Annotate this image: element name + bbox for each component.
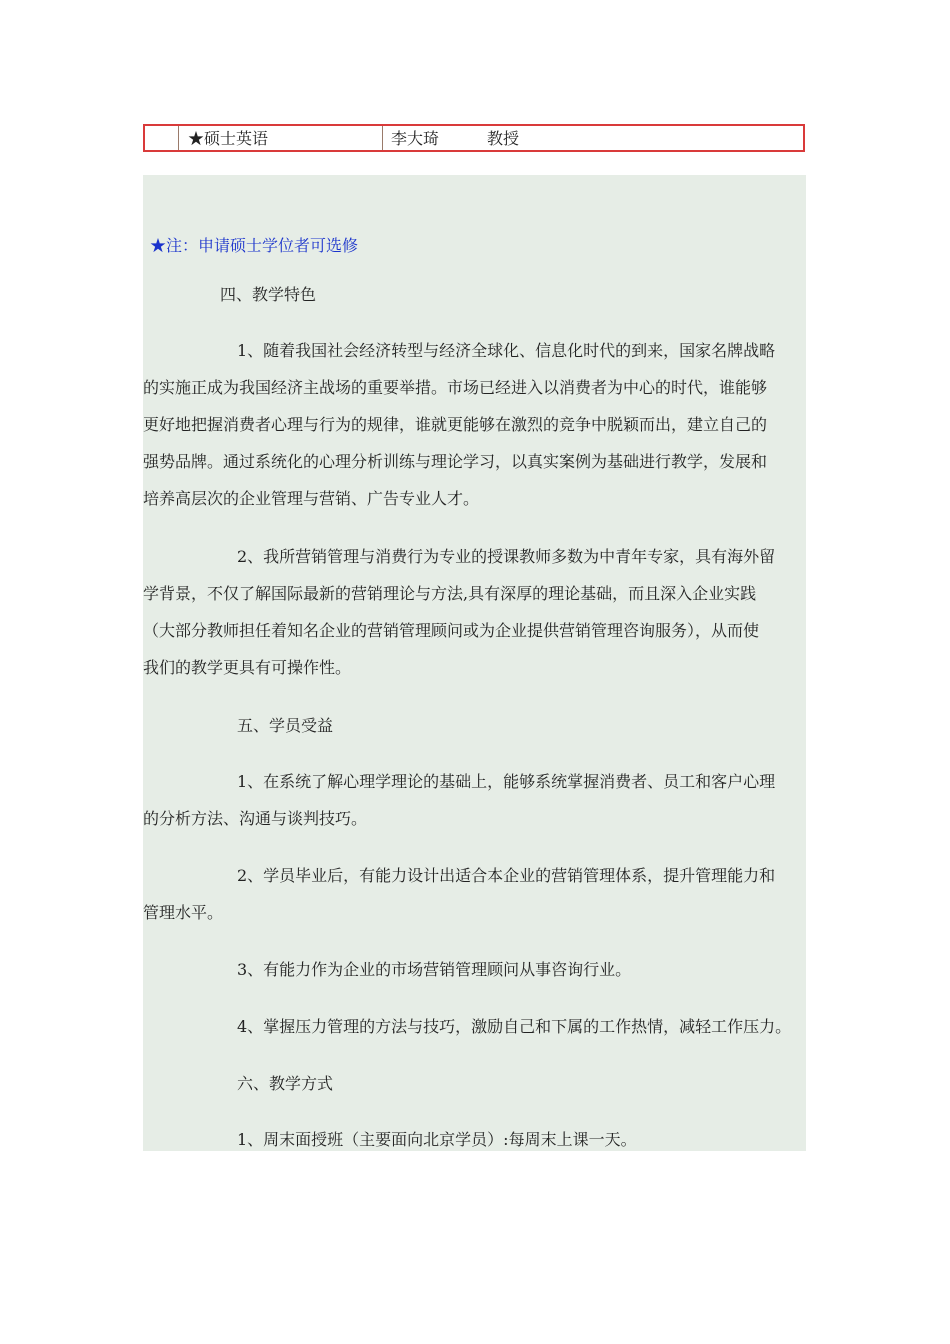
paragraph-line: 2、我所营销管理与消费行为专业的授课教师多数为中青年专家，具有海外留 [237, 547, 776, 566]
paragraph-line: 1、在系统了解心理学理论的基础上，能够系统掌握消费者、员工和客户心理 [237, 772, 776, 791]
paragraph-line: 的分析方法、沟通与谈判技巧。 [143, 809, 368, 828]
paragraph-line: 1、周末面授班（主要面向北京学员）:每周末上课一天。 [237, 1130, 637, 1149]
paragraph-line: 我们的教学更具有可操作性。 [143, 658, 352, 677]
section-heading-student-benefits: 五、学员受益 [237, 716, 334, 735]
course-table-row [143, 124, 805, 152]
teacher-name: 李大琦 [391, 129, 440, 148]
paragraph-line: 2、学员毕业后，有能力设计出适合本企业的营销管理体系，提升管理能力和 [237, 866, 776, 885]
course-name-cell: ★硕士英语 [179, 126, 383, 150]
table-cell-empty [145, 126, 179, 150]
paragraph-line: 学背景，不仅了解国际最新的营销理论与方法,具有深厚的理论基础，而且深入企业实践 [143, 584, 757, 603]
elective-note: ★注：申请硕士学位者可选修 [150, 236, 359, 255]
teacher-title: 教授 [487, 129, 520, 148]
section-heading-teaching-methods: 六、教学方式 [237, 1074, 334, 1093]
paragraph-line: 培养高层次的企业管理与营销、广告专业人才。 [143, 489, 480, 508]
paragraph-line: 管理水平。 [143, 903, 224, 922]
paragraph-line: 的实施正成为我国经济主战场的重要举措。市场已经进入以消费者为中心的时代，谁能够 [143, 378, 768, 397]
paragraph-line: 1、随着我国社会经济转型与经济全球化、信息化时代的到来，国家名牌战略 [237, 341, 776, 360]
teacher-cell [383, 126, 803, 150]
paragraph-line: 4、掌握压力管理的方法与技巧，激励自己和下属的工作热情，减轻工作压力。 [237, 1017, 792, 1036]
paragraph-line: 更好地把握消费者心理与行为的规律，谁就更能够在激烈的竞争中脱颖而出，建立自己的 [143, 415, 768, 434]
section-heading-teaching-features: 四、教学特色 [220, 285, 317, 304]
paragraph-line: 强势品牌。通过系统化的心理分析训练与理论学习，以真实案例为基础进行教学，发展和 [143, 452, 768, 471]
paragraph-line: （大部分教师担任着知名企业的营销管理顾问或为企业提供营销管理咨询服务），从而使 [143, 621, 760, 640]
paragraph-line: 3、有能力作为企业的市场营销管理顾问从事咨询行业。 [237, 960, 632, 979]
